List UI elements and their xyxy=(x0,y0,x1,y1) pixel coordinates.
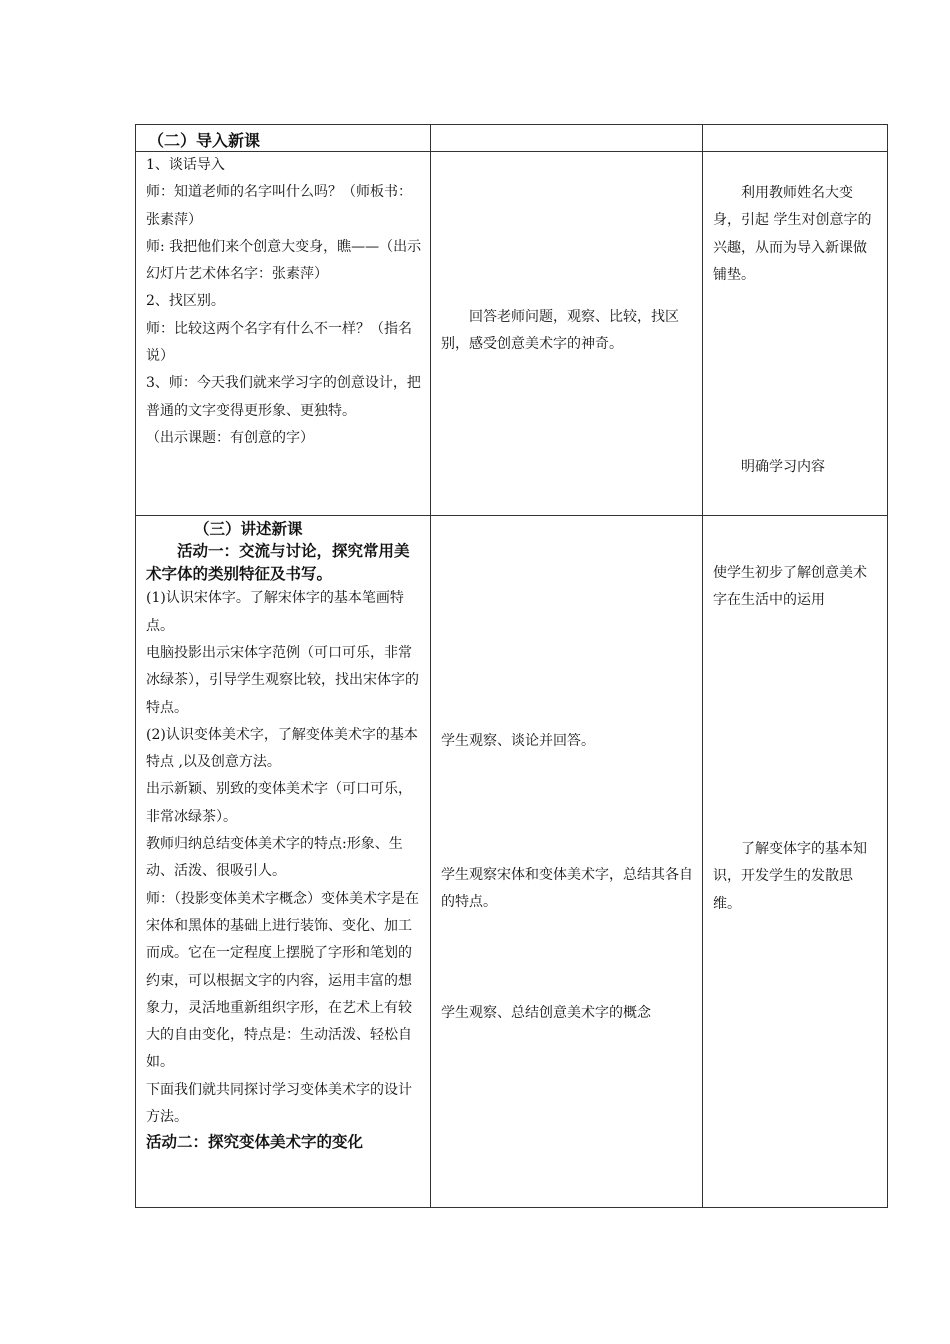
activity1-heading: 活动一：交流与讨论，探究常用美术字体的类别特征及书写。 xyxy=(146,541,410,583)
teacher-line: 教师归纳总结变体美术字的特点:形象、生动、活泼、很吸引人。 xyxy=(146,836,403,880)
section3-intent-2: 了解变体字的基本知识，开发学生的发散思维。 xyxy=(713,841,867,912)
teacher-line: 3、师：今天我们就来学习字的创意设计，把普通的文字变得更形象、更独特。 xyxy=(146,375,421,419)
section2-teacher-cell xyxy=(136,152,431,516)
section3-student-cell xyxy=(431,516,703,1208)
section2-student-cell xyxy=(431,152,703,516)
section2-body-row xyxy=(136,152,888,516)
teacher-line: (2)认识变体美术字，了解变体美术字的基本特点 ,以及创意方法。 xyxy=(146,726,418,771)
section3-title: （三）讲述新课 xyxy=(194,519,303,538)
section2-header-empty-2 xyxy=(431,125,703,152)
teacher-line: 电脑投影出示宋体字范例（可口可乐，非常冰绿茶），引导学生观察比较，找出宋体字的特点。 xyxy=(146,645,419,716)
teacher-line: (1)认识宋体字。了解宋体字的基本笔画特点。 xyxy=(146,590,404,634)
section3-teacher-text xyxy=(146,518,422,1154)
section2-header-row xyxy=(136,125,888,152)
section3-student-3: 学生观察、总结创意美术字的概念 xyxy=(441,1005,651,1021)
section2-title: （二）导入新课 xyxy=(148,131,261,150)
lesson-plan-table xyxy=(135,124,888,1208)
teacher-line: （出示课题：有创意的字） xyxy=(146,429,314,446)
teacher-line: 出示新颖、别致的变体美术字（可口可乐，非常冰绿茶）。 xyxy=(146,781,412,825)
section3-student-2: 学生观察宋体和变体美术字，总结其各自的特点。 xyxy=(441,867,693,911)
section2-teacher-text xyxy=(146,152,422,452)
teacher-line: 师: 我把他们来个创意大变身，瞧——（出示幻灯片艺术体名字：张素萍） xyxy=(146,238,422,283)
section3-teacher-cell xyxy=(136,516,431,1208)
section3-body-row xyxy=(136,516,888,1208)
teacher-line: 师：（投影变体美术字概念）变体美术字是在宋体和黑体的基础上进行装饰、变化、加工而成。它在一定程度上摆脱了字形和笔划的约束，可以根据文字的内容，运用丰富的想象力，灵活地重新组织字形，在艺术上有较大的自由变化，特点是：生动活泼、轻松自如。 xyxy=(146,890,419,1071)
section2-title-cell xyxy=(136,125,431,152)
teacher-line: 师：知道老师的名字叫什么吗？（师板书：张素萍） xyxy=(146,184,412,228)
section2-intent-1: 利用教师姓名大变身，引起 学生对创意字的兴趣，从而为导入新课做铺垫。 xyxy=(713,185,872,283)
section3-student-1: 学生观察、谈论并回答。 xyxy=(441,733,595,749)
section2-student-text: 回答老师问题，观察、比较，找区别，感受创意美术字的神奇。 xyxy=(441,309,679,353)
section2-intent-2: 明确学习内容 xyxy=(741,459,825,475)
teacher-line: 下面我们就共同探讨学习变体美术字的设计方法。 xyxy=(146,1081,412,1126)
section3-intent-1: 使学生初步了解创意美术字在生活中的运用 xyxy=(713,565,867,609)
teacher-line: 师：比较这两个名字有什么不一样？（指名说） xyxy=(146,320,412,365)
activity2-heading: 活动二：探究变体美术字的变化 xyxy=(146,1132,364,1152)
teacher-line: 1、谈话导入 xyxy=(146,157,225,173)
section3-intent-cell xyxy=(703,516,888,1208)
section2-header-empty-3 xyxy=(703,125,888,152)
section2-intent-cell xyxy=(703,152,888,516)
teacher-line: 2、找区别。 xyxy=(146,293,225,310)
